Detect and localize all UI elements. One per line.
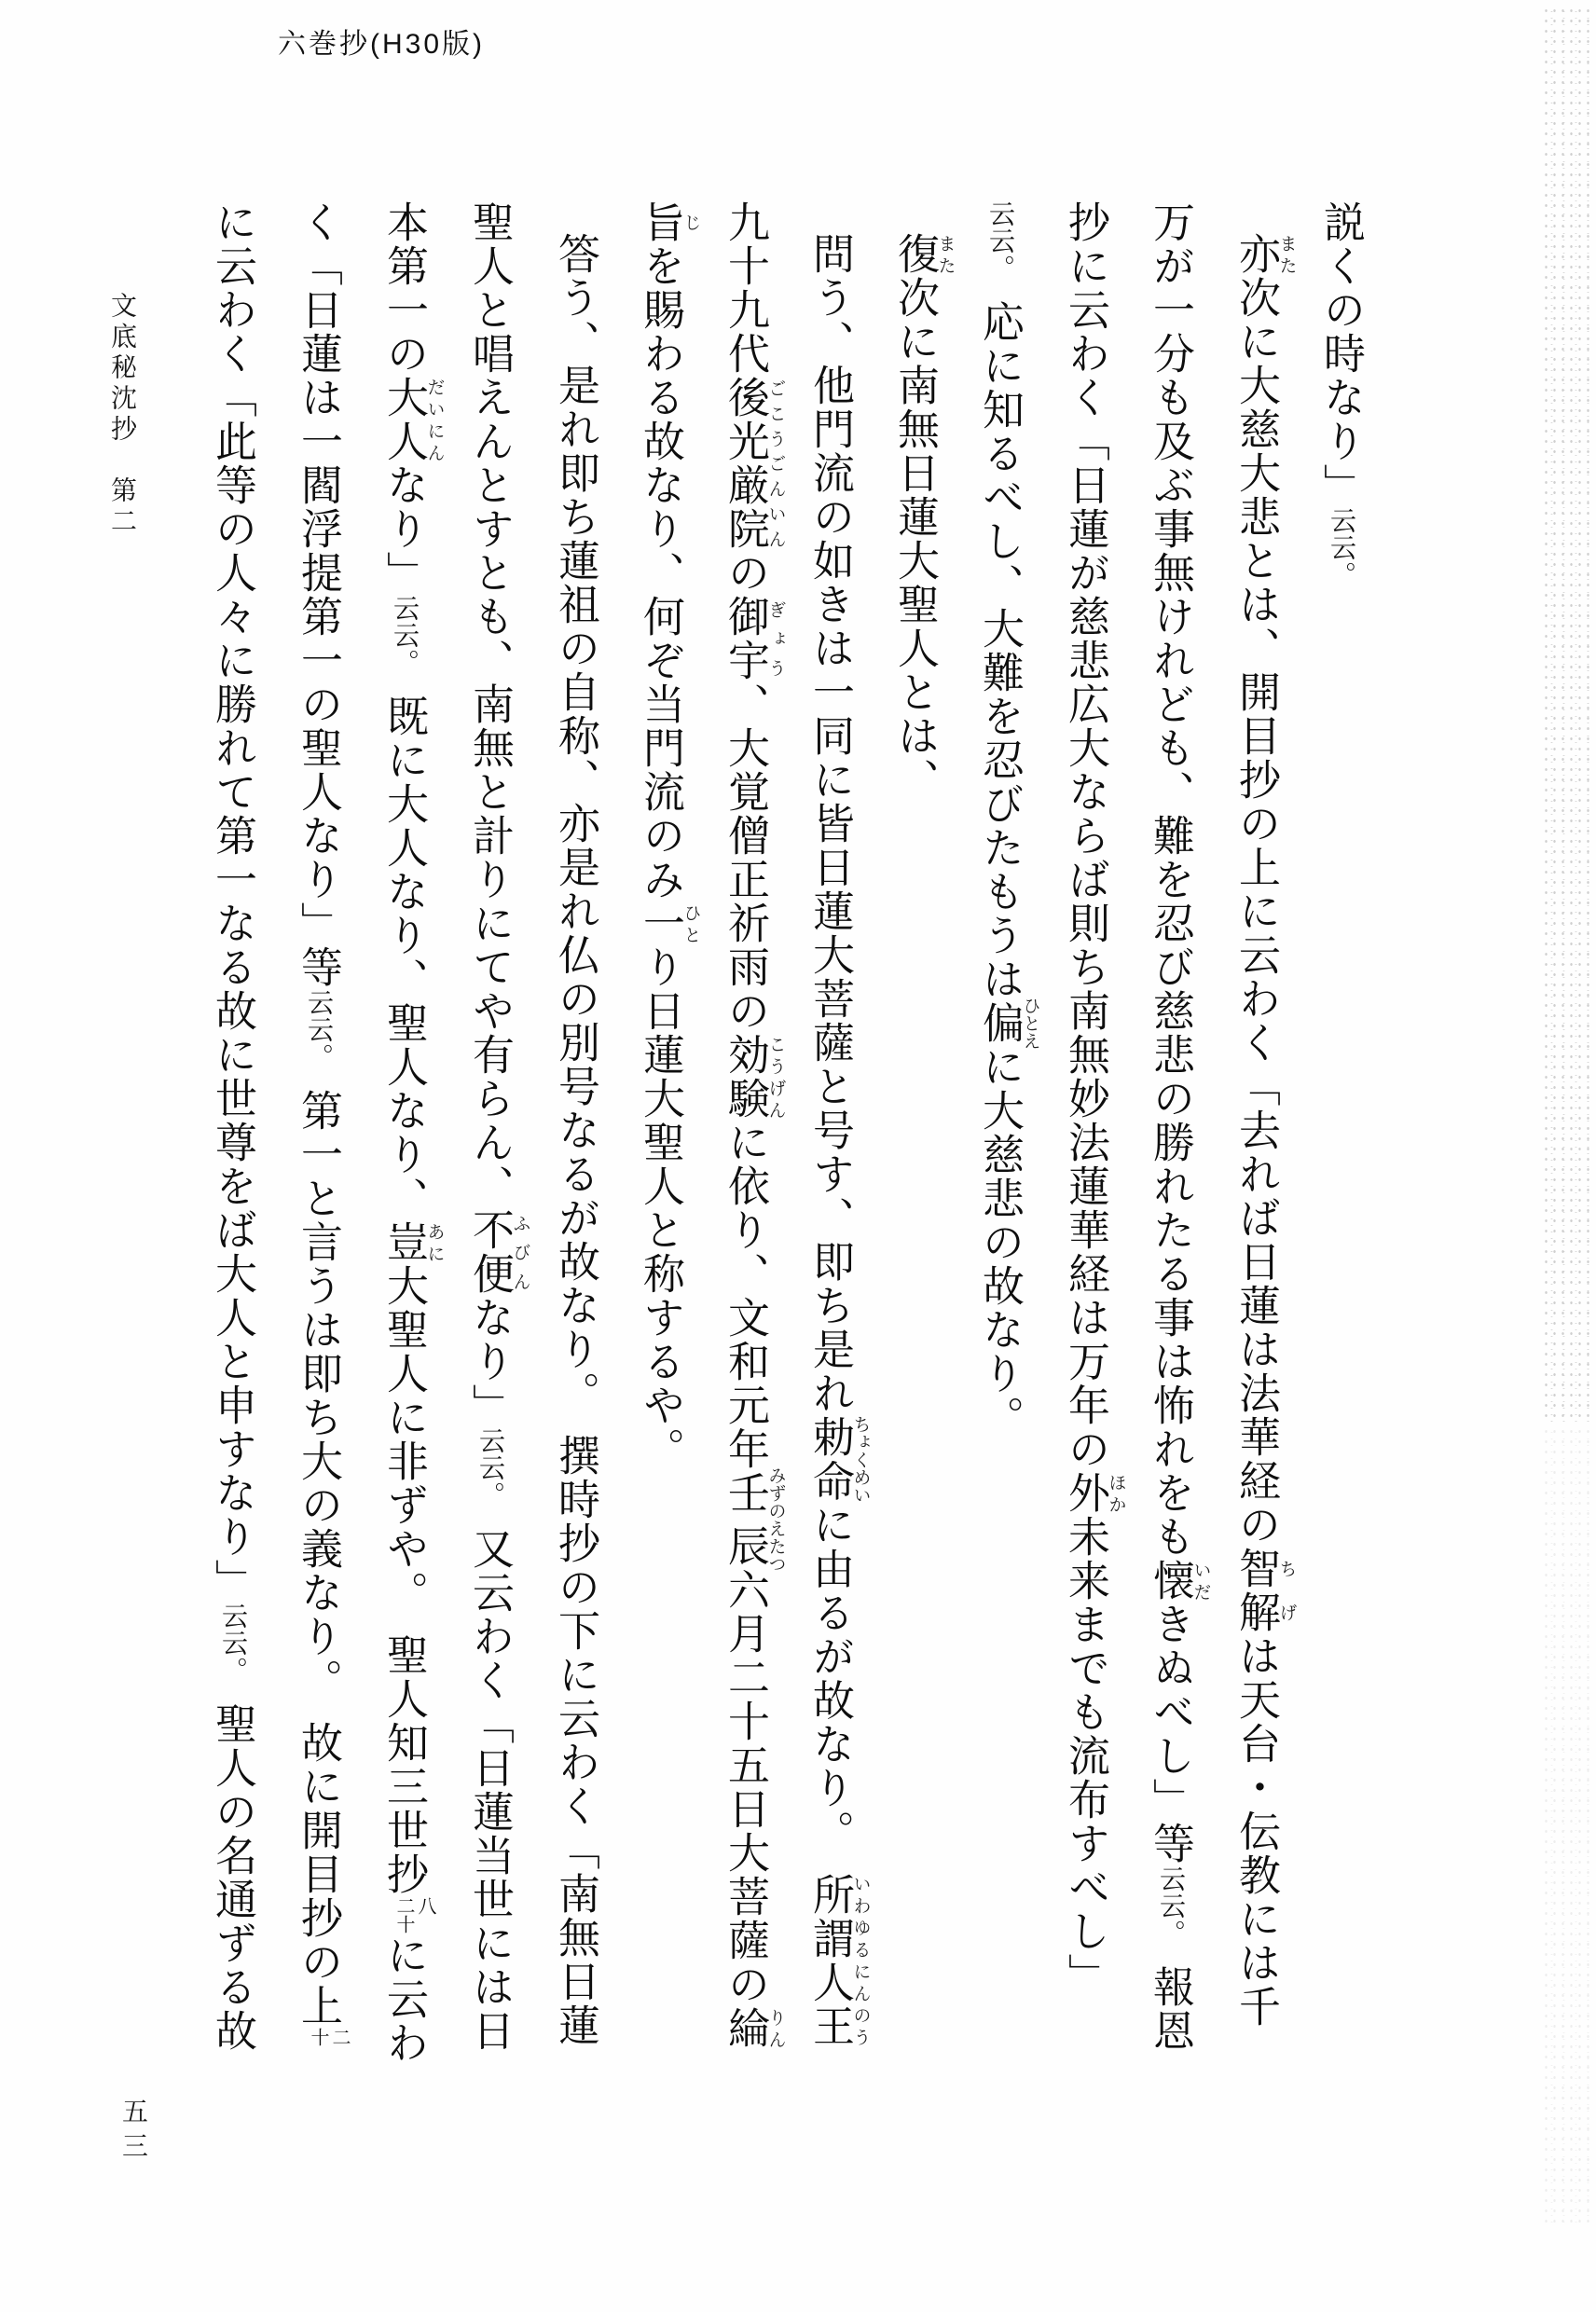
ruby-annotated-text: 懐いだ xyxy=(1147,1559,1211,1603)
ruby-annotated-text: 豈あに xyxy=(380,1220,445,1264)
text-column-6 xyxy=(872,200,956,2107)
body-text: 応に知るべし、大難を忍びたもうは xyxy=(976,300,1023,1001)
text-column-2 xyxy=(1213,200,1298,2107)
body-text: 九十九代 xyxy=(722,200,768,376)
text-column-9 xyxy=(617,200,702,2107)
body-text: に大慈悲の故なり。 xyxy=(976,1045,1023,1439)
scan-noise-speckle xyxy=(1542,6,1594,1423)
text-column-12 xyxy=(361,200,447,2107)
ruby-annotated-text: 綸りん xyxy=(722,2006,786,2050)
body-text: 六月二十五日大菩薩の xyxy=(722,1568,768,2006)
body-text: 故に開目抄の上 xyxy=(295,1721,341,2028)
body-text: く「日蓮は一閻浮提第一の聖人なり」等 xyxy=(295,200,341,989)
scan-noise-speckle-lower xyxy=(1542,1426,1594,2228)
text-column-8 xyxy=(702,200,787,2107)
body-text: 聖人の名通ずる故 xyxy=(209,1702,255,2053)
text-column-5 xyxy=(956,200,1042,2107)
text-block xyxy=(189,200,1383,2107)
body-text: 未来までも流布すべし」 xyxy=(1062,1515,1108,1997)
chapter-side-title: 文底秘沈抄 第二 xyxy=(107,292,136,538)
text-column-7 xyxy=(787,200,872,2107)
text-column-13 xyxy=(275,200,361,2107)
body-text: に云わ xyxy=(380,1934,427,2065)
ruby-annotated-text: 大人だいにん xyxy=(380,376,445,463)
small-unun-notation: 云云。 xyxy=(1156,1865,1185,1947)
text-column-1 xyxy=(1298,200,1383,2107)
ruby-annotated-text: 勅命ちょくめい xyxy=(806,1414,871,1504)
body-text: 次に南無日蓮大聖人とは、 xyxy=(891,276,938,802)
small-unun-notation: 云云。 xyxy=(1327,507,1355,588)
body-text: を賜わる故なり、何ぞ当門流のみ xyxy=(637,244,683,901)
page-header-edition-label: 六巻抄(H30版) xyxy=(278,29,486,60)
body-text: なり」 xyxy=(466,1296,513,1427)
body-text: 撰時抄の下に云わく「南無日蓮 xyxy=(552,1434,598,2047)
body-text: 聖人と唱えんとすとも、南無と計りにてや有らん、 xyxy=(466,200,513,1208)
body-text: 又云わく「日蓮当世には日 xyxy=(466,1527,513,2053)
small-unun-notation: 云云。 xyxy=(985,200,1014,282)
ruby-annotated-text: 不便ふびん xyxy=(466,1208,530,1296)
body-text: 万が一分も及ぶ事無けれども、難を忍び慈悲の勝れたる事は怖れをも xyxy=(1147,200,1193,1559)
ruby-annotated-text: 後光厳院ごこうごんいん xyxy=(722,376,786,551)
body-text: 説くの時なり」 xyxy=(1317,200,1364,507)
small-unun-notation: 云云。 xyxy=(475,1427,504,1508)
body-text: きぬべし」等 xyxy=(1147,1603,1193,1865)
small-unun-notation: 云云。 xyxy=(304,989,333,1070)
body-text: 報恩 xyxy=(1147,1965,1193,2053)
text-column-10 xyxy=(532,200,617,2107)
body-text: 答う、是れ即ち蓮祖の自称、亦是れ仏の別号なるが故なり。 xyxy=(552,232,598,1415)
ruby-annotated-text: 御宇ぎょう xyxy=(722,595,786,682)
text-column-11 xyxy=(447,200,532,2107)
body-text: 抄に云わく「日蓮が慈悲広大ならば則ち南無妙法蓮華経は万年の xyxy=(1062,200,1108,1471)
body-text: なり」 xyxy=(380,463,427,595)
text-column-14 xyxy=(189,200,275,2107)
citation-ref-note: 二 十 xyxy=(308,2028,350,2046)
ruby-annotated-text: 外ほか xyxy=(1062,1471,1126,1515)
body-text: 問う、他門流の如きは一同に皆日蓮大菩薩と号す、即ち是れ xyxy=(806,232,853,1415)
ruby-annotated-text: 智解ちげ xyxy=(1232,1547,1297,1634)
page-number: 五三 xyxy=(118,2098,147,2167)
body-text: の xyxy=(722,551,768,595)
ruby-annotated-text: 旨じ xyxy=(637,200,701,244)
body-text: は天台・伝教には千 xyxy=(1232,1634,1279,2029)
body-text: 次に大慈大悲とは、開目抄の上に云わく「去れば日蓮は法華経の xyxy=(1232,276,1279,1547)
ruby-annotated-text: 偏ひとえ xyxy=(976,997,1040,1050)
body-text: 大聖人に非ずや。 xyxy=(380,1264,427,1615)
ruby-annotated-text: 所謂人王いわゆるにんのう xyxy=(806,1872,871,2048)
ruby-annotated-text: 効験こうげん xyxy=(722,1033,786,1121)
small-unun-notation: 云云。 xyxy=(390,595,419,676)
ruby-annotated-text: 一ひと xyxy=(637,901,701,945)
citation-ref-note: 八 二十 xyxy=(393,1896,435,1934)
small-unun-notation: 云云。 xyxy=(218,1603,247,1684)
ruby-annotated-text: 復また xyxy=(891,232,956,276)
body-text: 第一と言うは即ち大の義なり。 xyxy=(295,1089,341,1702)
body-text: 聖人知三世抄 xyxy=(380,1633,427,1896)
text-column-4 xyxy=(1042,200,1127,2107)
body-text: 既に大人なり、聖人なり、 xyxy=(380,695,427,1220)
ruby-annotated-text: 壬辰みずのえたつ xyxy=(722,1466,786,1573)
ruby-annotated-text: 亦また xyxy=(1232,232,1297,276)
body-text: 本第一の xyxy=(380,200,427,376)
body-text: に云わく「此等の人々に勝れて第一なる故に世尊をば大人と申すなり」 xyxy=(209,200,255,1603)
body-text: り日蓮大聖人と称するや。 xyxy=(637,945,683,1471)
text-column-3 xyxy=(1127,200,1213,2107)
body-text: 、大覚僧正祈雨の xyxy=(722,682,768,1033)
body-text: に依り、文和元年 xyxy=(722,1121,768,1471)
body-text: に由るが故なり。 xyxy=(806,1503,853,1854)
